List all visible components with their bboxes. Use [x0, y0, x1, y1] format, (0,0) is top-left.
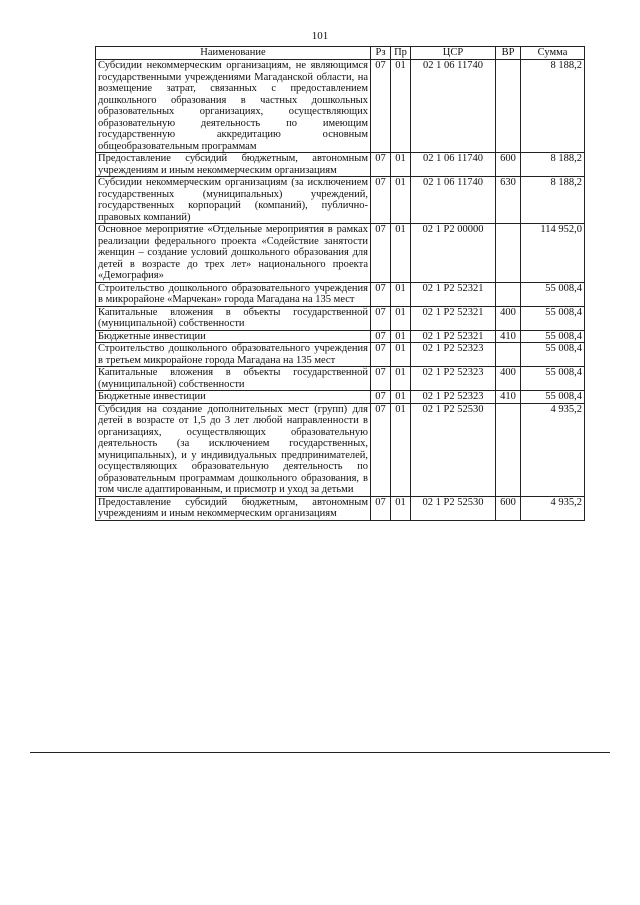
cell-name: Субсидия на создание дополнительных мест (групп) для детей в возрасте от 1,5 до 3 лет любой направленности в организациях, осуществляющих образовательную деятельность (за исключением государственных, муниципальных), и у индивидуальных предпринимателей, осуществляющих образовательную деятельность по образовательным программам дошкольного образования, в том числе адаптированным, и присмотр и уход за детьми: [96, 403, 371, 496]
cell-rz: 07: [371, 306, 391, 330]
cell-sum: 114 952,0: [521, 224, 585, 283]
cell-csr: 02 1 P2 52530: [411, 496, 496, 520]
cell-rz: 07: [371, 330, 391, 343]
cell-sum: 8 188,2: [521, 60, 585, 153]
cell-vr: 400: [496, 367, 521, 391]
cell-name: Строительство дошкольного образовательного учреждения в микрорайоне «Марчекан» города Магадана на 135 мест: [96, 282, 371, 306]
header-rz: Рз: [371, 47, 391, 60]
cell-csr: 02 1 P2 52321: [411, 282, 496, 306]
cell-pr: 01: [391, 391, 411, 404]
cell-vr: 410: [496, 330, 521, 343]
cell-csr: 02 1 06 11740: [411, 153, 496, 177]
cell-rz: 07: [371, 496, 391, 520]
table-row: [96, 343, 585, 367]
cell-sum: 55 008,4: [521, 306, 585, 330]
cell-pr: 01: [391, 496, 411, 520]
cell-csr: 02 1 P2 52323: [411, 367, 496, 391]
table-header-row: [96, 47, 585, 60]
cell-rz: 07: [371, 343, 391, 367]
cell-vr: [496, 343, 521, 367]
cell-name: Бюджетные инвестиции: [96, 330, 371, 343]
cell-name: Субсидии некоммерческим организациям (за исключением государственных (муниципальных) учреждений, государственных корпораций (компаний), публично-правовых компаний): [96, 177, 371, 224]
cell-vr: [496, 403, 521, 496]
cell-rz: 07: [371, 60, 391, 153]
cell-pr: 01: [391, 367, 411, 391]
page-number: 101: [311, 30, 329, 42]
cell-csr: 02 1 P2 52530: [411, 403, 496, 496]
table-row: [96, 403, 585, 496]
cell-name: Предоставление субсидий бюджетным, автономным учреждениям и иным некоммерческим организациям: [96, 496, 371, 520]
table-row: [96, 391, 585, 404]
cell-csr: 02 1 P2 52321: [411, 306, 496, 330]
cell-sum: 55 008,4: [521, 343, 585, 367]
cell-vr: 600: [496, 496, 521, 520]
cell-pr: 01: [391, 343, 411, 367]
cell-csr: 02 1 06 11740: [411, 177, 496, 224]
cell-sum: 4 935,2: [521, 496, 585, 520]
header-name: Наименование: [96, 47, 371, 60]
table-row: [96, 60, 585, 153]
cell-csr: 02 1 P2 00000: [411, 224, 496, 283]
cell-vr: [496, 224, 521, 283]
table-row: [96, 224, 585, 283]
table-row: [96, 367, 585, 391]
cell-sum: 55 008,4: [521, 282, 585, 306]
cell-rz: 07: [371, 367, 391, 391]
cell-pr: 01: [391, 403, 411, 496]
page-divider: [30, 752, 610, 753]
cell-pr: 01: [391, 282, 411, 306]
cell-csr: 02 1 P2 52321: [411, 330, 496, 343]
cell-sum: 8 188,2: [521, 177, 585, 224]
table-row: [96, 496, 585, 520]
cell-rz: 07: [371, 177, 391, 224]
cell-vr: 600: [496, 153, 521, 177]
cell-name: Бюджетные инвестиции: [96, 391, 371, 404]
header-sum: Сумма: [521, 47, 585, 60]
cell-sum: 55 008,4: [521, 330, 585, 343]
cell-vr: 630: [496, 177, 521, 224]
cell-csr: 02 1 06 11740: [411, 60, 496, 153]
header-vr: ВР: [496, 47, 521, 60]
cell-name: Предоставление субсидий бюджетным, автономным учреждениям и иным некоммерческим организациям: [96, 153, 371, 177]
cell-rz: 07: [371, 403, 391, 496]
cell-pr: 01: [391, 153, 411, 177]
header-pr: Пр: [391, 47, 411, 60]
cell-sum: 55 008,4: [521, 391, 585, 404]
cell-vr: 410: [496, 391, 521, 404]
cell-name: Капитальные вложения в объекты государственной (муниципальной) собственности: [96, 367, 371, 391]
cell-csr: 02 1 P2 52323: [411, 391, 496, 404]
cell-vr: [496, 60, 521, 153]
cell-pr: 01: [391, 177, 411, 224]
cell-pr: 01: [391, 306, 411, 330]
table-row: [96, 282, 585, 306]
cell-rz: 07: [371, 153, 391, 177]
cell-name: Основное мероприятие «Отдельные мероприятия в рамках реализации федерального проекта «Содействие занятости женщин – создание условий дошкольного образования для детей в возрасте до трех лет» национального проекта «Демография»: [96, 224, 371, 283]
cell-sum: 8 188,2: [521, 153, 585, 177]
cell-sum: 55 008,4: [521, 367, 585, 391]
cell-name: Субсидии некоммерческим организациям, не являющимся государственными учреждениями Магаданской области, на возмещение затрат, связанных с предоставлением дошкольного образования в частных дошкольных образовательных организациях, осуществляющих образовательную деятельность по имеющим государственную аккредитацию основным общеобразовательным программам: [96, 60, 371, 153]
cell-rz: 07: [371, 224, 391, 283]
cell-name: Капитальные вложения в объекты государственной (муниципальной) собственности: [96, 306, 371, 330]
budget-table: [95, 46, 585, 521]
header-csr: ЦСР: [411, 47, 496, 60]
cell-pr: 01: [391, 60, 411, 153]
cell-name: Строительство дошкольного образовательного учреждения в третьем микрорайоне города Магадана на 135 мест: [96, 343, 371, 367]
cell-csr: 02 1 P2 52323: [411, 343, 496, 367]
cell-pr: 01: [391, 330, 411, 343]
cell-vr: 400: [496, 306, 521, 330]
cell-rz: 07: [371, 282, 391, 306]
cell-pr: 01: [391, 224, 411, 283]
table-row: [96, 330, 585, 343]
table-row: [96, 177, 585, 224]
cell-rz: 07: [371, 391, 391, 404]
cell-sum: 4 935,2: [521, 403, 585, 496]
cell-vr: [496, 282, 521, 306]
table-row: [96, 306, 585, 330]
table-row: [96, 153, 585, 177]
